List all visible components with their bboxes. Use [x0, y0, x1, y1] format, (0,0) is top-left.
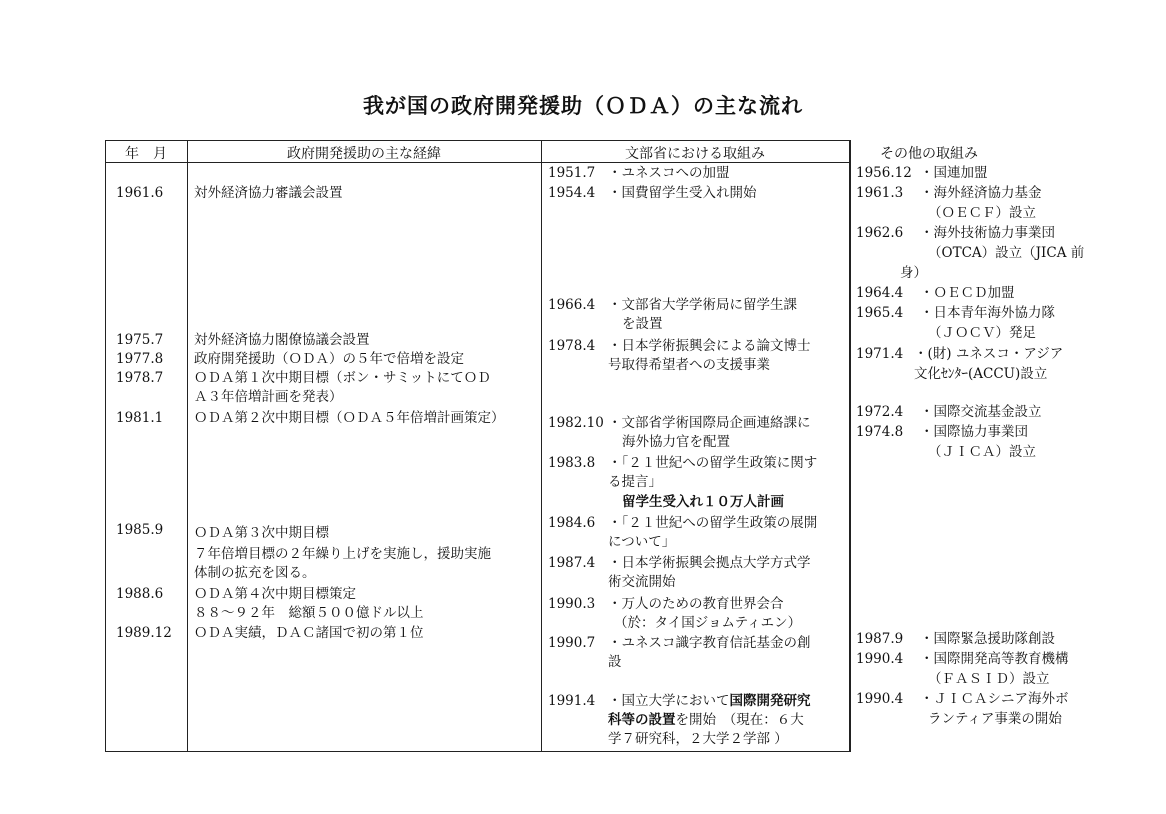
other-item: ・海外技術協力事業団	[920, 225, 1055, 241]
other-item: （ＦＡＳＩＤ）設立	[928, 671, 1050, 687]
ministry-date: 1951.7	[548, 165, 596, 181]
header-ministry-efforts: 文部省における取組み	[625, 146, 765, 162]
ministry-item: る提言」	[608, 474, 662, 490]
ministry-item: を設置	[622, 316, 663, 332]
oda-event: 対外経済協力閣僚協議会設置	[194, 332, 370, 348]
ministry-date: 1982.10	[548, 415, 604, 431]
other-item: （ＪＯＣＶ）発足	[928, 325, 1036, 341]
ministry-item: ・国費留学生受入れ開始	[608, 185, 757, 201]
header-oda-history: 政府開発援助の主な経緯	[287, 146, 441, 162]
year-cell: 1988.6	[116, 586, 164, 602]
ministry-item: ・文部省学術国際局企画連絡課に	[608, 415, 811, 431]
year-cell: 1977.8	[116, 351, 164, 367]
column-divider	[541, 140, 542, 752]
ministry-item: ・ユネスコ識字教育信託基金の創	[608, 635, 811, 651]
ministry-item: ・ユネスコへの加盟	[608, 165, 730, 181]
ministry-item: ・日本学術振興会拠点大学方式学	[608, 555, 811, 571]
ministry-date: 1991.4	[548, 693, 596, 709]
other-item: ・ＯＥＣＤ加盟	[920, 285, 1015, 301]
ministry-date: 1990.3	[548, 596, 596, 612]
page-title: 我が国の政府開発援助（ＯＤＡ）の主な流れ	[363, 94, 803, 118]
other-item: ・日本青年海外協力隊	[920, 305, 1055, 321]
ministry-item: ・日本学術振興会による論文博士	[608, 338, 811, 354]
year-cell: 1981.1	[116, 410, 164, 426]
other-date: 1971.4	[856, 346, 904, 362]
oda-event: ＯＤＡ第３次中期目標	[194, 525, 329, 541]
header-other-efforts: その他の取組み	[880, 146, 978, 162]
year-cell: 1975.7	[116, 332, 164, 348]
oda-event: ７年倍増目標の２年繰り上げを実施し，援助実施	[194, 546, 491, 562]
ministry-item: ・万人のための教育世界会合	[608, 596, 784, 612]
ministry-item: 設	[608, 654, 622, 670]
other-item: ・国際交流基金設立	[920, 404, 1042, 420]
ministry-item-emphasis: 留学生受入れ１０万人計画	[622, 494, 784, 510]
ministry-date: 1983.8	[548, 455, 596, 471]
ministry-date: 1984.6	[548, 515, 596, 531]
other-item: （ＪＩＣＡ）設立	[928, 444, 1036, 460]
other-item: 文化ｾﾝﾀｰ(ACCU)設立	[914, 366, 1048, 382]
column-divider	[849, 140, 850, 752]
other-item: （ＯＥＣＦ）設立	[928, 205, 1036, 221]
other-date: 1964.4	[856, 285, 904, 301]
ministry-date: 1966.4	[548, 297, 596, 313]
oda-event: ＯＤＡ第２次中期目標（ＯＤＡ５年倍増計画策定）	[194, 410, 505, 426]
oda-event: ＯＤＡ第１次中期目標（ボン・サミットにてＯＤ	[194, 370, 491, 386]
other-item: ・ＪＩＣＡシニア海外ボ	[920, 691, 1069, 707]
ministry-date: 1954.4	[548, 185, 596, 201]
other-date: 1990.4	[856, 651, 904, 667]
ministry-item: （於：タイ国ジョムティエン）	[614, 615, 802, 631]
ministry-item-emphasis: 科等の設置	[608, 712, 676, 728]
ministry-date: 1987.4	[548, 555, 596, 571]
ministry-item-emphasis: 国際開発研究	[729, 693, 811, 709]
ministry-item: ・「２１世紀への留学生政策の展開	[608, 515, 818, 531]
ministry-item: ・国立大学において国際開発研究	[608, 693, 811, 709]
header-year-month: 年 月	[125, 146, 167, 162]
oda-event: ８８～９２年 総額５００億ドル以上	[194, 605, 424, 621]
oda-event: ＯＤＡ実績，ＤＡＣ諸国で初の第１位	[194, 625, 424, 641]
other-item: ・国際協力事業団	[920, 424, 1028, 440]
other-item: ・国際開発高等教育機構	[920, 651, 1069, 667]
other-item: ・(財) ユネスコ・アジア	[914, 346, 1064, 362]
other-date: 1990.4	[856, 691, 904, 707]
other-item: ・国連加盟	[920, 165, 988, 181]
ministry-date: 1978.4	[548, 338, 596, 354]
ministry-date: 1990.7	[548, 635, 596, 651]
other-date: 1962.6	[856, 225, 904, 241]
other-date: 1972.4	[856, 404, 904, 420]
ministry-item: 海外協力官を配置	[622, 434, 730, 450]
ministry-item: ・文部省大学学術局に留学生課	[608, 297, 797, 313]
other-item: 身）	[900, 265, 927, 281]
other-date: 1961.3	[856, 185, 904, 201]
column-divider	[187, 140, 188, 752]
year-cell: 1961.6	[116, 185, 164, 201]
oda-event: ＯＤＡ第４次中期目標策定	[194, 586, 356, 602]
ministry-item: 術交流開始	[608, 574, 676, 590]
ministry-item: について」	[608, 534, 676, 550]
oda-event: Ａ３年倍増計画を発表）	[194, 389, 343, 405]
ministry-item: 学７研究科，２大学２学部 ）	[608, 731, 788, 747]
other-date: 1956.12	[856, 165, 912, 181]
oda-event: 体制の拡充を図る。	[194, 565, 316, 581]
ministry-item: ・「２１世紀への留学生政策に関す	[608, 455, 818, 471]
ministry-item: 号取得希望者への支援事業	[608, 357, 770, 373]
oda-history-table	[105, 140, 851, 752]
other-item: ・国際緊急援助隊創設	[920, 631, 1055, 647]
other-date: 1965.4	[856, 305, 904, 321]
oda-event: 政府開発援助（ＯＤＡ）の５年で倍増を設定	[194, 351, 464, 367]
other-date: 1987.9	[856, 631, 904, 647]
oda-event: 対外経済協力審議会設置	[194, 185, 343, 201]
year-cell: 1989.12	[116, 625, 172, 641]
ministry-item: 科等の設置を開始 （現在：６大	[608, 712, 804, 728]
other-item: ・海外経済協力基金	[920, 185, 1042, 201]
other-date: 1974.8	[856, 424, 904, 440]
year-cell: 1985.9	[116, 522, 164, 538]
other-item: （OTCA）設立（JICA 前	[928, 245, 1085, 261]
other-item: ランティア事業の開始	[928, 711, 1062, 727]
year-cell: 1978.7	[116, 370, 164, 386]
